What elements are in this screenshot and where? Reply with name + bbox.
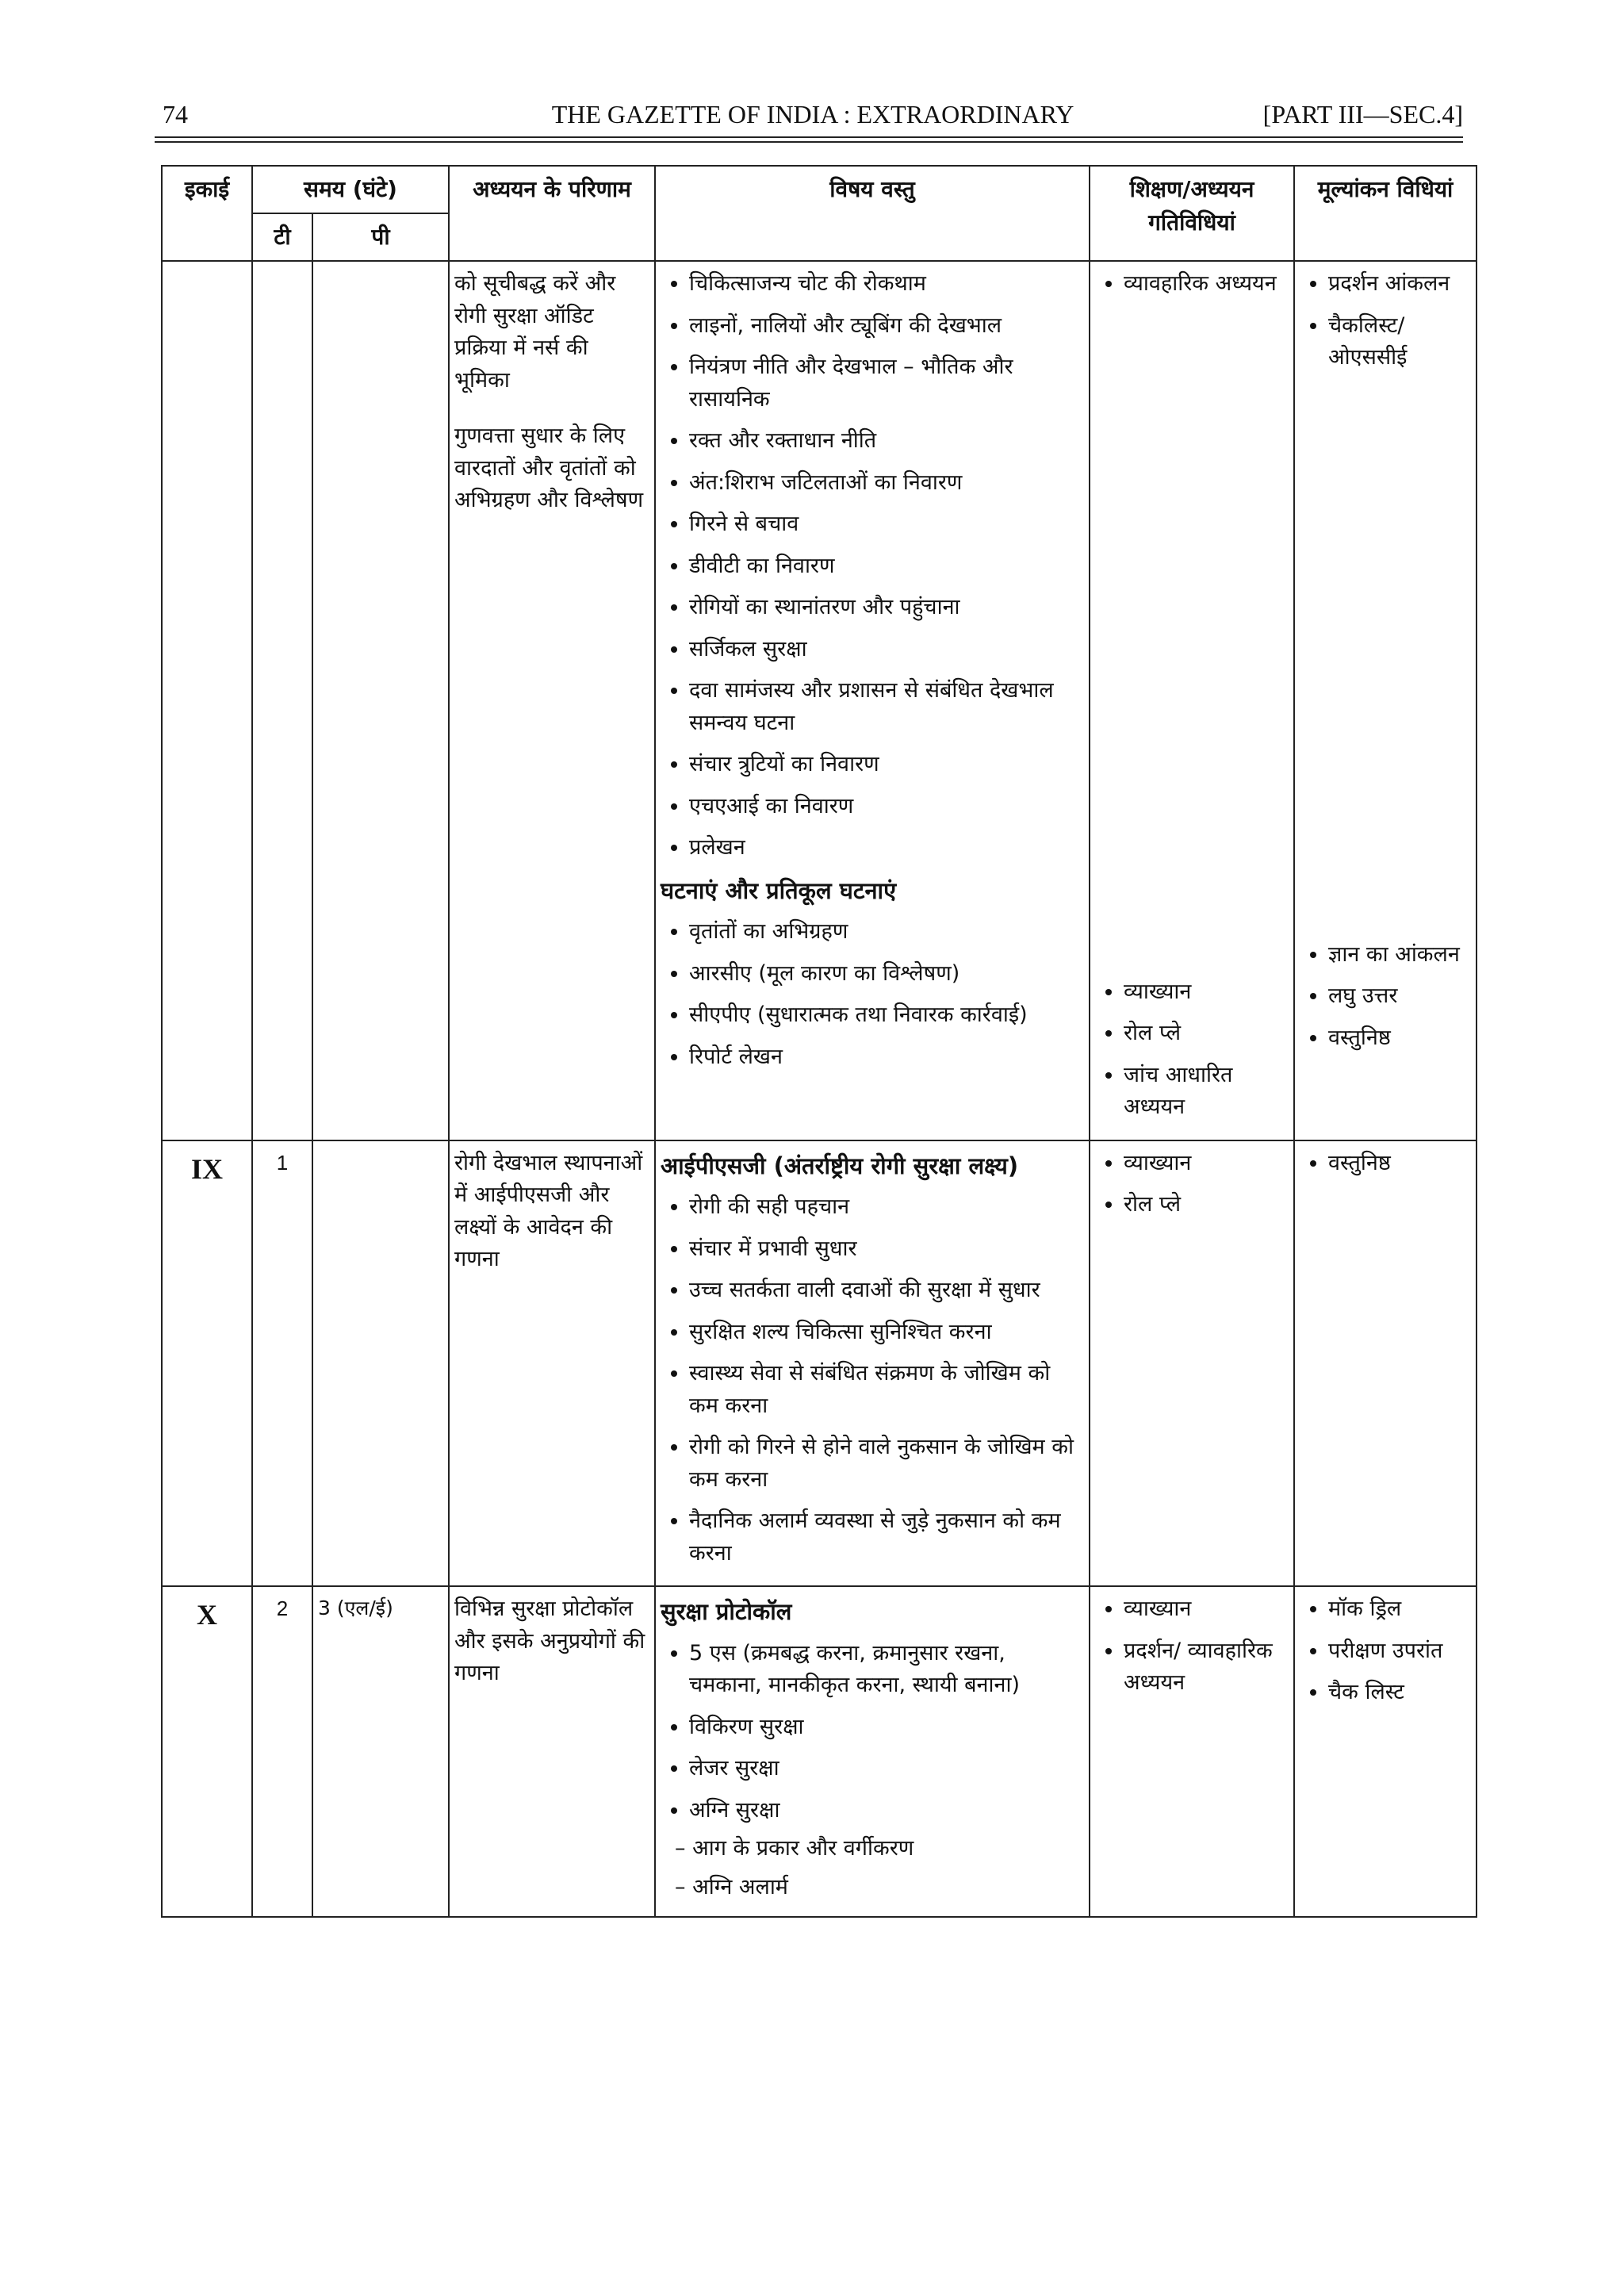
list-item: • वृतांतों का अभिग्रहण bbox=[689, 916, 1084, 949]
content-list bbox=[661, 1638, 1084, 1827]
syllabus-table bbox=[161, 165, 1477, 1918]
content-list bbox=[661, 268, 1084, 864]
list-item: – अग्नि अलार्म bbox=[675, 1872, 1084, 1904]
part-section: [PART III—SEC.4] bbox=[1262, 100, 1463, 128]
col-t-header: टी bbox=[252, 213, 312, 261]
list-item: • वस्तुनिष्ठ bbox=[1328, 1022, 1471, 1055]
outcomes-cell bbox=[449, 1586, 655, 1917]
assessment-cell bbox=[1294, 261, 1477, 1140]
assessment-list bbox=[1300, 1593, 1471, 1709]
list-item: • प्रदर्शन आंकलन bbox=[1328, 268, 1471, 301]
table-row bbox=[162, 1140, 1477, 1587]
list-item: • आरसीए (मूल कारण का विश्लेषण) bbox=[689, 958, 1084, 991]
content-subheading: घटनाएं और प्रतिकूल घटनाएं bbox=[661, 876, 897, 904]
list-item: • लाइनों, नालियों और ट्यूबिंग की देखभाल bbox=[689, 310, 1084, 343]
content-cell bbox=[655, 261, 1090, 1140]
list-item: • संचार त्रुटियों का निवारण bbox=[689, 749, 1084, 781]
list-item: • गिरने से बचाव bbox=[689, 508, 1084, 541]
list-item: • जांच आधारित अध्ययन bbox=[1124, 1060, 1289, 1124]
col-unit-header: इकाई bbox=[162, 166, 252, 261]
content-heading: सुरक्षा प्रोटोकॉल bbox=[661, 1598, 792, 1625]
p-hours-cell: 3 (एल/ई) bbox=[312, 1586, 449, 1917]
activities-list bbox=[1095, 1593, 1289, 1700]
p-hours-cell bbox=[312, 261, 449, 1140]
col-content-header: विषय वस्तु bbox=[655, 166, 1090, 261]
list-item: – आग के प्रकार और वर्गीकरण bbox=[675, 1833, 1084, 1865]
assessment-cell bbox=[1294, 1586, 1477, 1917]
table-row bbox=[162, 261, 1477, 1140]
list-item: • सुरक्षित शल्य चिकित्सा सुनिश्चित करना bbox=[689, 1317, 1084, 1349]
gazette-title: THE GAZETTE OF INDIA : EXTRAORDINARY bbox=[551, 100, 1074, 128]
list-item: • विकिरण सुरक्षा bbox=[689, 1711, 1084, 1744]
table-row bbox=[162, 1586, 1477, 1917]
content-heading: आईपीएसजी (अंतर्राष्ट्रीय रोगी सुरक्षा लक्ष्य) bbox=[661, 1152, 1019, 1179]
list-item: • सर्जिकल सुरक्षा bbox=[689, 634, 1084, 666]
t-hours-cell bbox=[252, 261, 312, 1140]
col-time-header: समय (घंटे) bbox=[252, 166, 449, 213]
list-item: • वस्तुनिष्ठ bbox=[1328, 1148, 1471, 1180]
unit-cell bbox=[162, 261, 252, 1140]
list-item: • व्याख्यान bbox=[1124, 1593, 1289, 1626]
outcome-text: गुणवत्ता सुधार के लिए वारदातों और वृतांतों को अभिग्रहण और विश्लेषण bbox=[454, 424, 644, 512]
outcomes-cell bbox=[449, 1140, 655, 1587]
list-item: • ज्ञान का आंकलन bbox=[1328, 939, 1471, 972]
activities-list bbox=[1095, 268, 1289, 301]
list-item: • मॉक ड्रिल bbox=[1328, 1593, 1471, 1626]
list-item: • लेजर सुरक्षा bbox=[689, 1753, 1084, 1785]
list-item: • उच्च सतर्कता वाली दवाओं की सुरक्षा में सुधार bbox=[689, 1274, 1084, 1307]
list-item: • स्वास्थ्य सेवा से संबंधित संक्रमण के जोखिम को कम करना bbox=[689, 1358, 1084, 1422]
list-item: • व्यावहारिक अध्ययन bbox=[1124, 268, 1289, 301]
list-item: • दवा सामंजस्य और प्रशासन से संबंधित देखभाल समन्वय घटना bbox=[689, 675, 1084, 739]
activities-list bbox=[1095, 976, 1289, 1124]
outcomes-cell bbox=[449, 261, 655, 1140]
col-activities-header: शिक्षण/अध्ययन गतिविधियां bbox=[1090, 166, 1294, 261]
list-item: • रोल प्ले bbox=[1124, 1018, 1289, 1050]
unit-cell: X bbox=[162, 1586, 252, 1917]
content-list bbox=[661, 916, 1084, 1073]
list-item: • डीवीटी का निवारण bbox=[689, 550, 1084, 583]
header-rule-double bbox=[155, 141, 1463, 143]
activities-cell bbox=[1090, 1140, 1294, 1587]
activities-list bbox=[1095, 1148, 1289, 1221]
list-item: • 5 एस (क्रमबद्ध करना, क्रमानुसार रखना, चमकाना, मानकीकृत करना, स्थायी बनाना) bbox=[689, 1638, 1084, 1702]
outcome-text: को सूचीबद्ध करें और रोगी सुरक्षा ऑडिट प्रक्रिया में नर्स की भूमिका bbox=[454, 271, 616, 393]
list-item: • रिपोर्ट लेखन bbox=[689, 1041, 1084, 1074]
list-item: • नियंत्रण नीति और देखभाल – भौतिक और रासायनिक bbox=[689, 351, 1084, 416]
spacer bbox=[1095, 310, 1289, 976]
list-item: • लघु उत्तर bbox=[1328, 980, 1471, 1013]
list-item: • रोगी की सही पहचान bbox=[689, 1191, 1084, 1224]
spacer bbox=[1300, 384, 1471, 939]
list-item: • रोल प्ले bbox=[1124, 1189, 1289, 1221]
p-hours-cell bbox=[312, 1140, 449, 1587]
content-list bbox=[661, 1191, 1084, 1570]
assessment-list bbox=[1300, 1148, 1471, 1180]
list-item: • संचार में प्रभावी सुधार bbox=[689, 1233, 1084, 1266]
list-item: • चैकलिस्ट/ ओएससीई bbox=[1328, 310, 1471, 374]
activities-cell bbox=[1090, 1586, 1294, 1917]
header-rule bbox=[155, 136, 1463, 138]
page-header bbox=[163, 95, 1463, 136]
activities-cell bbox=[1090, 261, 1294, 1140]
list-item: • व्याख्यान bbox=[1124, 1148, 1289, 1180]
list-item: • चैक लिस्ट bbox=[1328, 1677, 1471, 1709]
list-item: • व्याख्यान bbox=[1124, 976, 1289, 1009]
unit-cell: IX bbox=[162, 1140, 252, 1587]
list-item: • अंत:शिराभ जटिलताओं का निवारण bbox=[689, 467, 1084, 500]
list-item: • परीक्षण उपरांत bbox=[1328, 1635, 1471, 1668]
outcome-text: रोगी देखभाल स्थापनाओं में आईपीएसजी और लक्ष्यों के आवेदन की गणना bbox=[454, 1150, 643, 1271]
t-hours-cell: 1 bbox=[252, 1140, 312, 1587]
content-cell bbox=[655, 1140, 1090, 1587]
outcome-text: विभिन्न सुरक्षा प्रोटोकॉल और इसके अनुप्रयोगों की गणना bbox=[454, 1596, 645, 1685]
page-number: 74 bbox=[163, 100, 188, 128]
assessment-cell bbox=[1294, 1140, 1477, 1587]
t-hours-cell: 2 bbox=[252, 1586, 312, 1917]
list-item: • रोगियों का स्थानांतरण और पहुंचाना bbox=[689, 592, 1084, 624]
header-row bbox=[162, 166, 1477, 213]
list-item: • एचएआई का निवारण bbox=[689, 791, 1084, 823]
content-cell bbox=[655, 1586, 1090, 1917]
list-item: • सीएपीए (सुधारात्मक तथा निवारक कार्रवाई) bbox=[689, 999, 1084, 1032]
content-dash-list bbox=[661, 1833, 1084, 1903]
list-item: • रोगी को गिरने से होने वाले नुकसान के जोखिम को कम करना bbox=[689, 1432, 1084, 1496]
col-p-header: पी bbox=[312, 213, 449, 261]
list-item: • प्रलेखन bbox=[689, 832, 1084, 864]
col-outcomes-header: अध्ययन के परिणाम bbox=[449, 166, 655, 261]
list-item: • अग्नि सुरक्षा bbox=[689, 1795, 1084, 1827]
col-assessment-header: मूल्यांकन विधियां bbox=[1294, 166, 1477, 261]
list-item: • प्रदर्शन/ व्यावहारिक अध्ययन bbox=[1124, 1635, 1289, 1700]
list-item: • चिकित्साजन्य चोट की रोकथाम bbox=[689, 268, 1084, 301]
assessment-list bbox=[1300, 939, 1471, 1055]
list-item: • रक्त और रक्ताधान नीति bbox=[689, 425, 1084, 458]
list-item: • नैदानिक अलार्म व्यवस्था से जुड़े नुकसान को कम करना bbox=[689, 1505, 1084, 1570]
assessment-list bbox=[1300, 268, 1471, 374]
